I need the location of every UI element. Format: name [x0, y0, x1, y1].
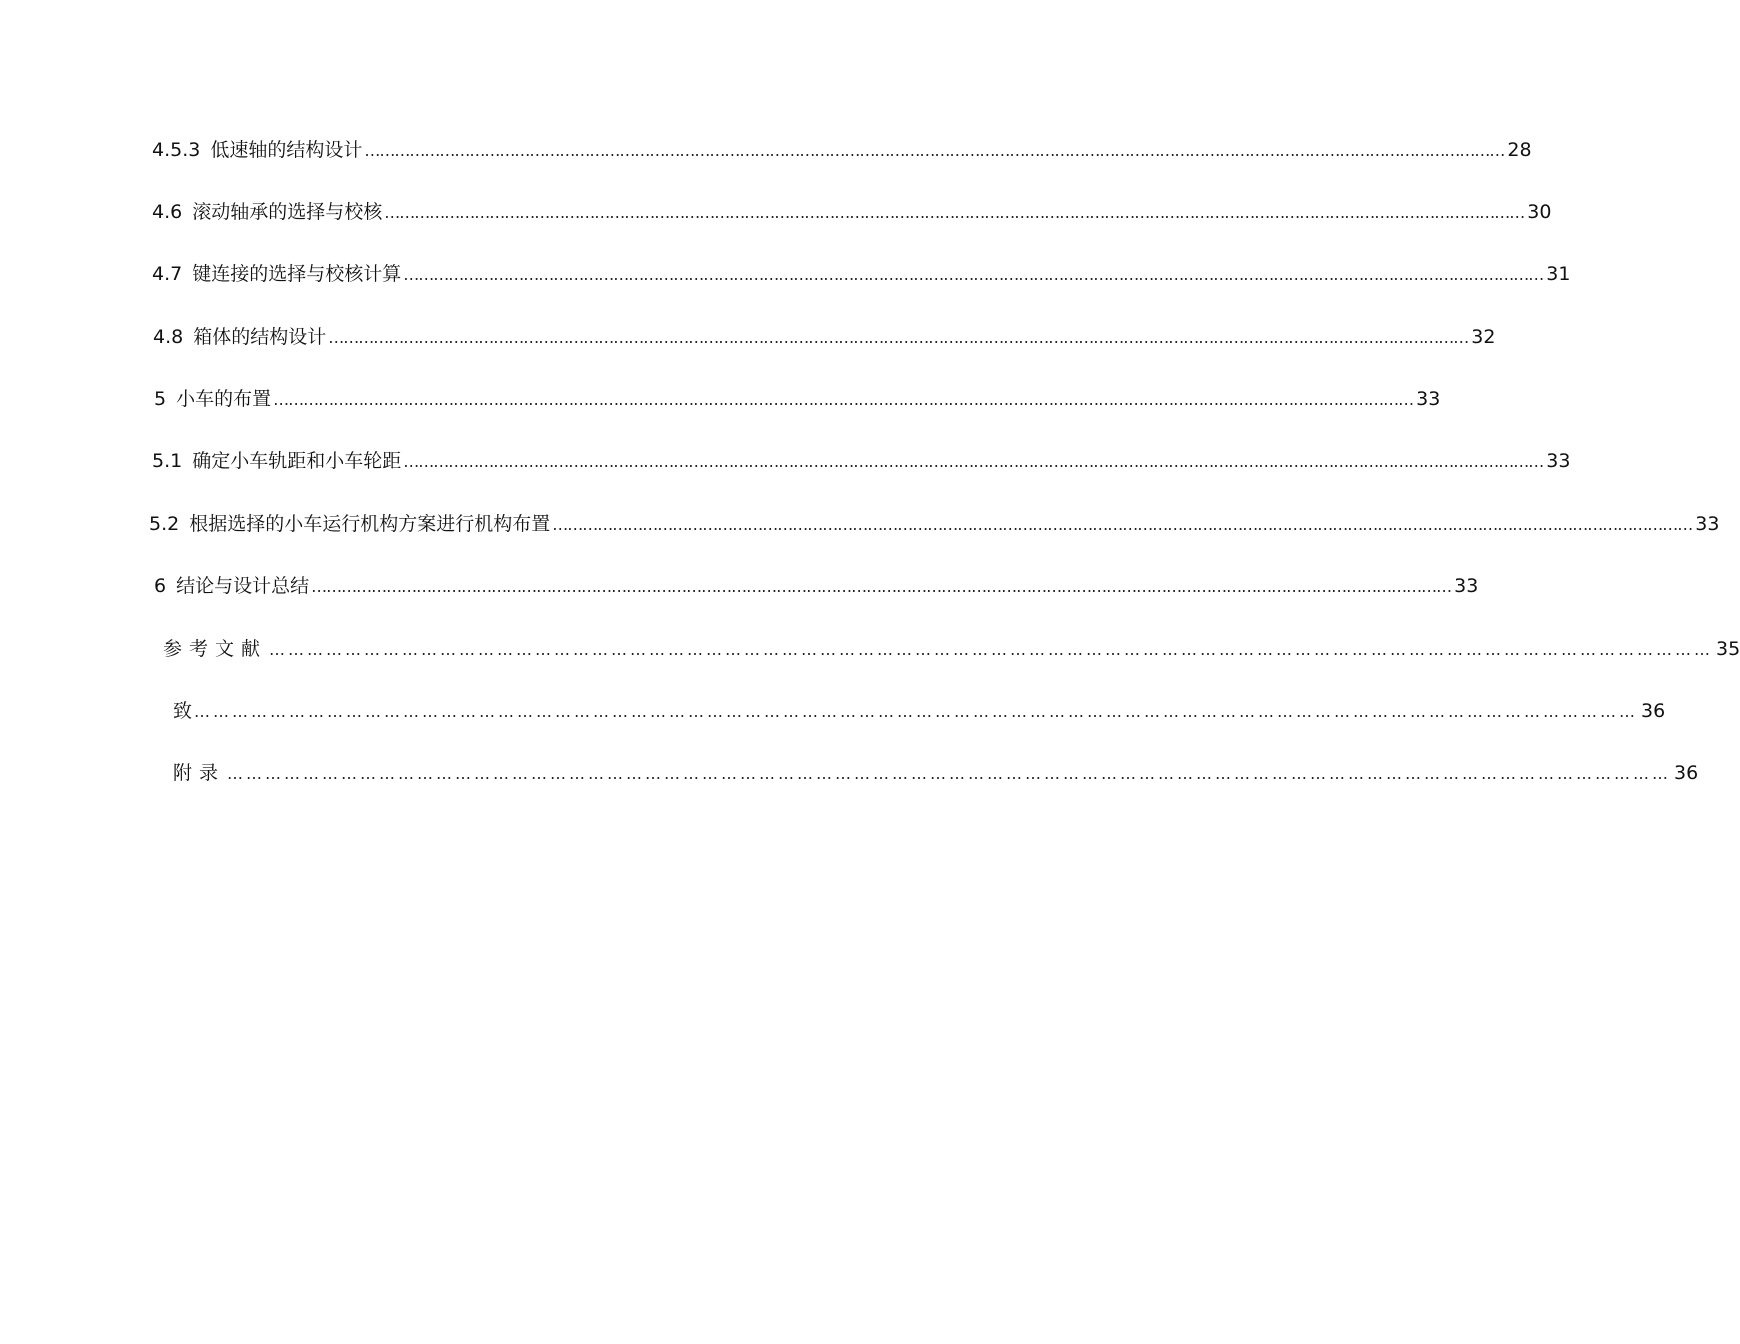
toc-entry-page: 33 — [1454, 575, 1479, 597]
toc-entry-title: 根据选择的小车运行机构方案进行机构布置 — [189, 513, 551, 535]
toc-leader-dots: ………………………………………………………………………………………………………………………………………………………………………………………………………… — [552, 515, 1693, 534]
toc-entry-5-2[interactable] — [149, 509, 1720, 539]
toc-entry-page: 36 — [1674, 762, 1699, 784]
toc-leader-dots: ………………………………………………………………………………………………………………………………………………………………………………………………………… — [194, 702, 1639, 721]
toc-entry-title: 参考文献 — [163, 638, 268, 660]
toc-entry-number: 5.1 — [152, 450, 183, 472]
toc-entry-number: 5.2 — [149, 513, 180, 535]
toc-entry-title: 结论与设计总结 — [176, 575, 310, 597]
toc-entry-page: 33 — [1695, 513, 1720, 535]
toc-entry-number: 5 — [154, 388, 167, 410]
toc-leader-dots: ………………………………………………………………………………………………………………………………………………………………………………………………………… — [403, 452, 1544, 471]
toc-leader-dots: ………………………………………………………………………………………………………………………………………………………………………………………………………… — [328, 328, 1469, 347]
toc-leader-dots: ………………………………………………………………………………………………………………………………………………………………………………………………………… — [273, 390, 1414, 409]
toc-entry-page: 33 — [1416, 388, 1441, 410]
toc-entry-title: 小车的布置 — [176, 388, 272, 410]
toc-entry-4-7[interactable] — [152, 259, 1571, 289]
toc-entry-5-1[interactable] — [152, 446, 1571, 476]
toc-entry-references[interactable] — [163, 634, 1740, 664]
toc-leader-dots: ………………………………………………………………………………………………………………………………………………………………………………………………………… — [403, 265, 1544, 284]
toc-entry-number: 4.5.3 — [152, 139, 201, 161]
toc-entry-number: 4.8 — [153, 326, 184, 348]
toc-entry-acknowledgements[interactable] — [173, 696, 1666, 726]
toc-entry-title: 箱体的结构设计 — [193, 326, 327, 348]
toc-leader-dots: ………………………………………………………………………………………………………………………………………………………………………………………………………… — [384, 203, 1525, 222]
toc-entry-page: 36 — [1641, 700, 1666, 722]
toc-entry-page: 32 — [1471, 326, 1496, 348]
toc-entry-title: 确定小车轨距和小车轮距 — [192, 450, 402, 472]
toc-entry-number: 6 — [154, 575, 167, 597]
toc-entry-number: 4.6 — [152, 201, 183, 223]
toc-leader-dots: ………………………………………………………………………………………………………………………………………………………………………………………………………… — [269, 640, 1714, 659]
toc-entry-title: 键连接的选择与校核计算 — [192, 263, 402, 285]
toc-entry-page: 30 — [1527, 201, 1552, 223]
toc-entry-page: 33 — [1546, 450, 1571, 472]
toc-entry-number: 4.7 — [152, 263, 183, 285]
toc-entry-page: 31 — [1546, 263, 1571, 285]
toc-entry-page: 28 — [1507, 139, 1532, 161]
toc-entry-appendix[interactable] — [173, 758, 1699, 788]
toc-entry-5[interactable] — [154, 384, 1441, 414]
toc-entry-4-5-3[interactable] — [152, 135, 1532, 165]
toc-entry-6[interactable] — [154, 571, 1479, 601]
toc-entry-title: 低速轴的结构设计 — [210, 139, 363, 161]
toc-entry-title: 附录 — [173, 762, 226, 784]
toc-entry-title: 滚动轴承的选择与校核 — [192, 201, 383, 223]
toc-entry-page: 35 — [1716, 638, 1740, 660]
toc-entry-4-8[interactable] — [153, 322, 1496, 352]
toc-leader-dots: ………………………………………………………………………………………………………………………………………………………………………………………………………… — [311, 577, 1452, 596]
toc-leader-dots: ………………………………………………………………………………………………………………………………………………………………………………………………………… — [227, 764, 1672, 783]
toc-entry-title: 致 — [173, 700, 193, 722]
toc-entry-4-6[interactable] — [152, 197, 1552, 227]
toc-leader-dots: ………………………………………………………………………………………………………………………………………………………………………………………………………… — [364, 141, 1505, 160]
